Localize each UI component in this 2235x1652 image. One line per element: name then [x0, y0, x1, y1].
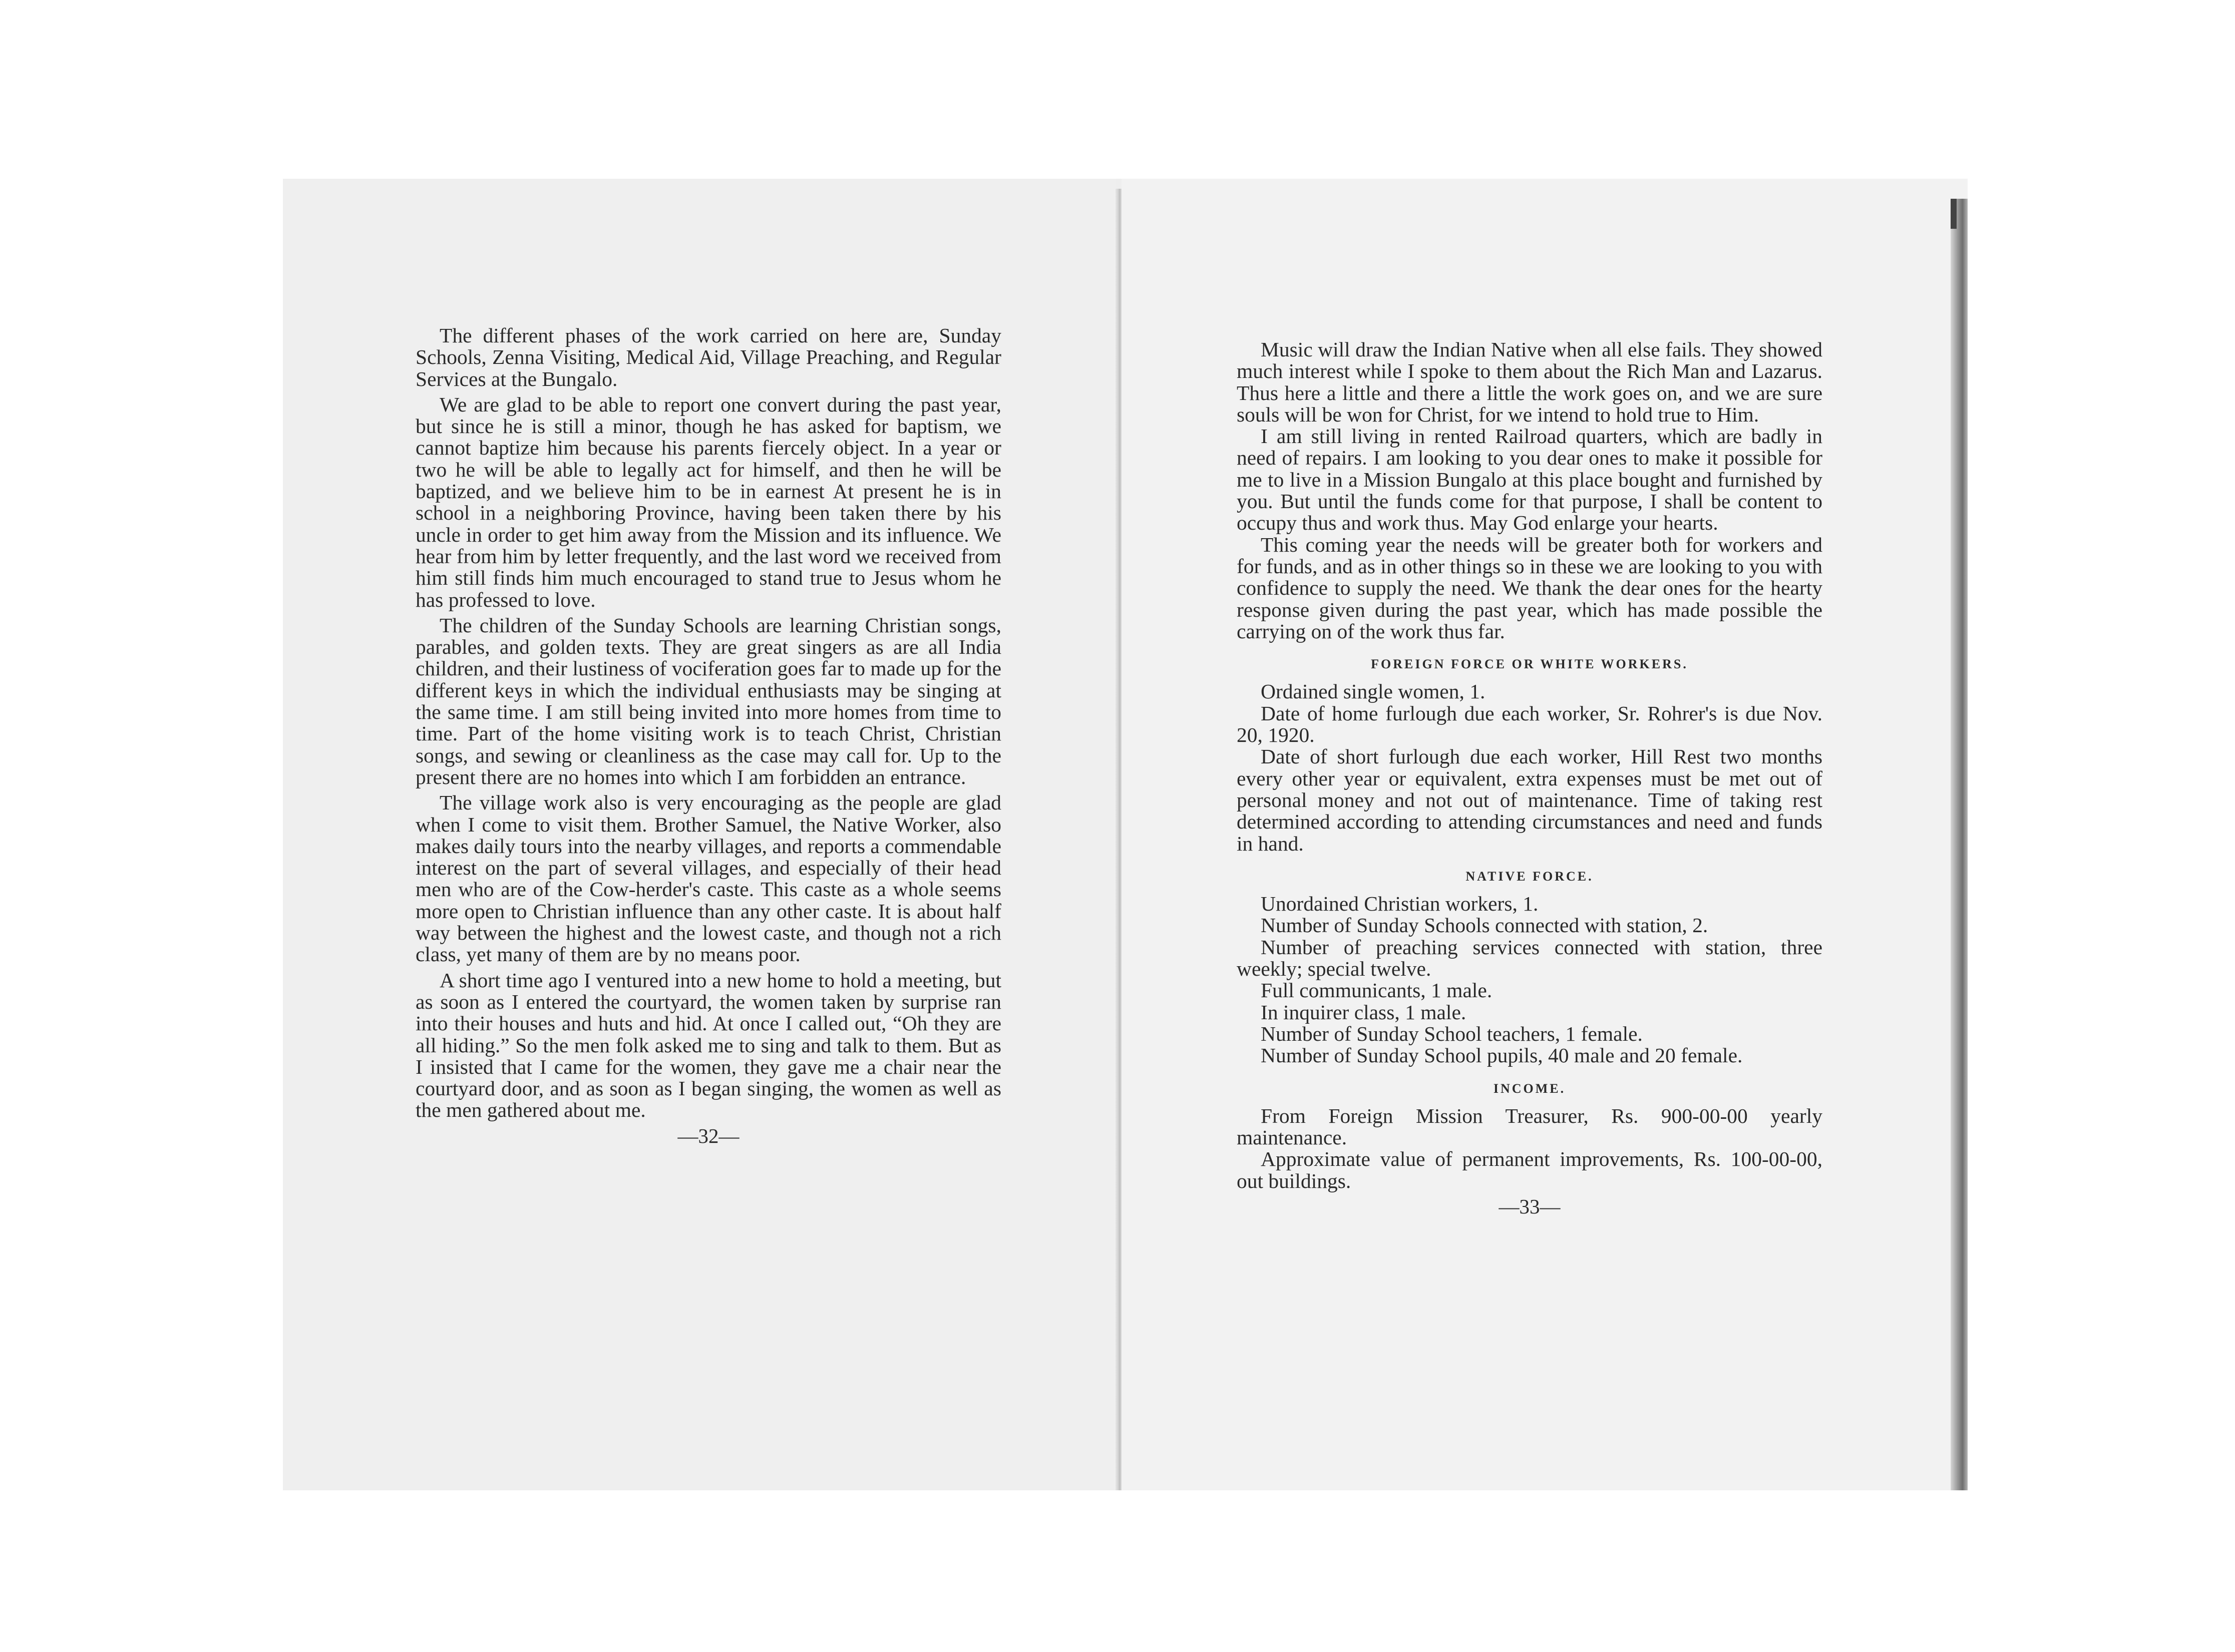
list-item: Number of Sunday School teachers, 1 female.: [1261, 1022, 1643, 1045]
paragraph: The children of the Sunday Schools are learning Christian songs, parables, and golden texts. They are great singers as are all India children, and their lustiness of vociferation goes far to made up for the different keys in which the individual enthusiasts may be singing at the same time. I am still being invited into more homes from time to time. Part of the home visiting work is to teach Christ, Christian songs, and sewing or cleanliness as the case may call for. Up to the present there are no homes into which I am forbidden an entrance.: [416, 613, 1001, 788]
book-spread: [283, 179, 1968, 1490]
list-item: From Foreign Mission Treasurer, Rs. 900-00-00 yearly maintenance.: [1237, 1104, 1822, 1149]
paragraph: The village work also is very encouraging as the people are glad when I come to visit them. Brother Samuel, the Native Worker, also makes daily tours into the nearby villages, and reports a commendable interest on the part of several villages, and especially of their head men who are of the Cow-herder's caste. This caste as a whole seems more open to Christian influence than any other caste. It is about half way between the highest and the lowest caste, and though not a rich class, yet many of them are by no means poor.: [416, 791, 1001, 966]
paragraph: We are glad to be able to report one convert during the past year, but since he is still a minor, though he has asked for baptism, we cannot baptize him because his parents fiercely object. In a year or two he will be able to legally act for himself, and then he will be baptized, and we believe him to be in earnest At present he is in school in a neighboring Province, having been taken there by his uncle in order to get him away from the Mission and its influence. We hear from him by letter frequently, and the last word we received from him still finds him much encouraged to stand true to Jesus whom he has professed to love.: [416, 392, 1001, 611]
list-item: Date of short furlough due each worker, Hill Rest two months every other year or equivalent, extra expenses must be met out of personal money and not out of maintenance. Time of taking rest determined according to attending circumstances and need and funds in hand.: [1237, 745, 1822, 855]
page-number: —33—: [1499, 1194, 1561, 1218]
right-page: [1122, 179, 1968, 1490]
right-page-text: [1237, 339, 1822, 1217]
list-item: Unordained Christian workers, 1.: [1261, 892, 1539, 916]
left-page: [283, 179, 1116, 1490]
paragraph: A short time ago I ventured into a new home to hold a meeting, but as soon as I entered the courtyard, the women taken by surprise ran into their houses and huts and hid. At once I called out, “Oh they are all hiding.” So the men folk asked me to sing and talk to them. But as I insisted that I came for the women, they gave me a chair near the courtyard door, and as soon as I began singing, the women as well as the men gathered about me.: [416, 968, 1001, 1122]
section-heading: INCOME.: [1493, 1081, 1566, 1096]
list-item: Number of Sunday School pupils, 40 male and 20 female.: [1261, 1044, 1743, 1067]
page-edge-stack: [1951, 199, 1968, 1490]
page-number: —32—: [677, 1124, 739, 1147]
paragraph: Music will draw the Indian Native when all else fails. They showed much interest while I spoke to them about the Rich Man and Lazarus. Thus here a little and there a little the work goes on, and we are sure souls will be won for Christ, for we intend to hold true to Him.: [1237, 338, 1822, 426]
paragraph: The different phases of the work carried on here are, Sunday Schools, Zenna Visiting, Medical Aid, Village Preaching, and Regular Services at the Bungalo.: [416, 324, 1001, 390]
list-item: Date of home furlough due each worker, Sr. Rohrer's is due Nov. 20, 1920.: [1237, 701, 1822, 747]
section-heading: FOREIGN FORCE OR WHITE WORKERS.: [1371, 657, 1688, 672]
list-item: Number of preaching services connected with station, three weekly; special twelve.: [1237, 935, 1822, 981]
paragraph: This coming year the needs will be greater both for workers and for funds, and as in other things so in these we are looking to you with confidence to supply the need. We thank the dear ones for the hearty response given during the past year, which has made possible the carrying on of the work thus far.: [1237, 533, 1822, 643]
list-item: Ordained single women, 1.: [1261, 680, 1485, 703]
section-heading: NATIVE FORCE.: [1465, 869, 1594, 884]
left-page-text: [416, 325, 1001, 1147]
list-item: In inquirer class, 1 male.: [1261, 1000, 1466, 1024]
page-edge-shadow: [1951, 199, 1957, 229]
list-item: Full communicants, 1 male.: [1261, 979, 1493, 1002]
list-item: Approximate value of permanent improvements, Rs. 100-00-00, out buildings.: [1237, 1147, 1822, 1192]
list-item: Number of Sunday Schools connected with station, 2.: [1261, 914, 1708, 937]
paragraph: I am still living in rented Railroad quarters, which are badly in need of repairs. I am looking to you dear ones to make it possible for me to live in a Mission Bungalo at this place bought and furnished by you. But until the funds come for that purpose, I shall be content to occupy thus and work thus. May God enlarge your hearts.: [1237, 425, 1822, 535]
